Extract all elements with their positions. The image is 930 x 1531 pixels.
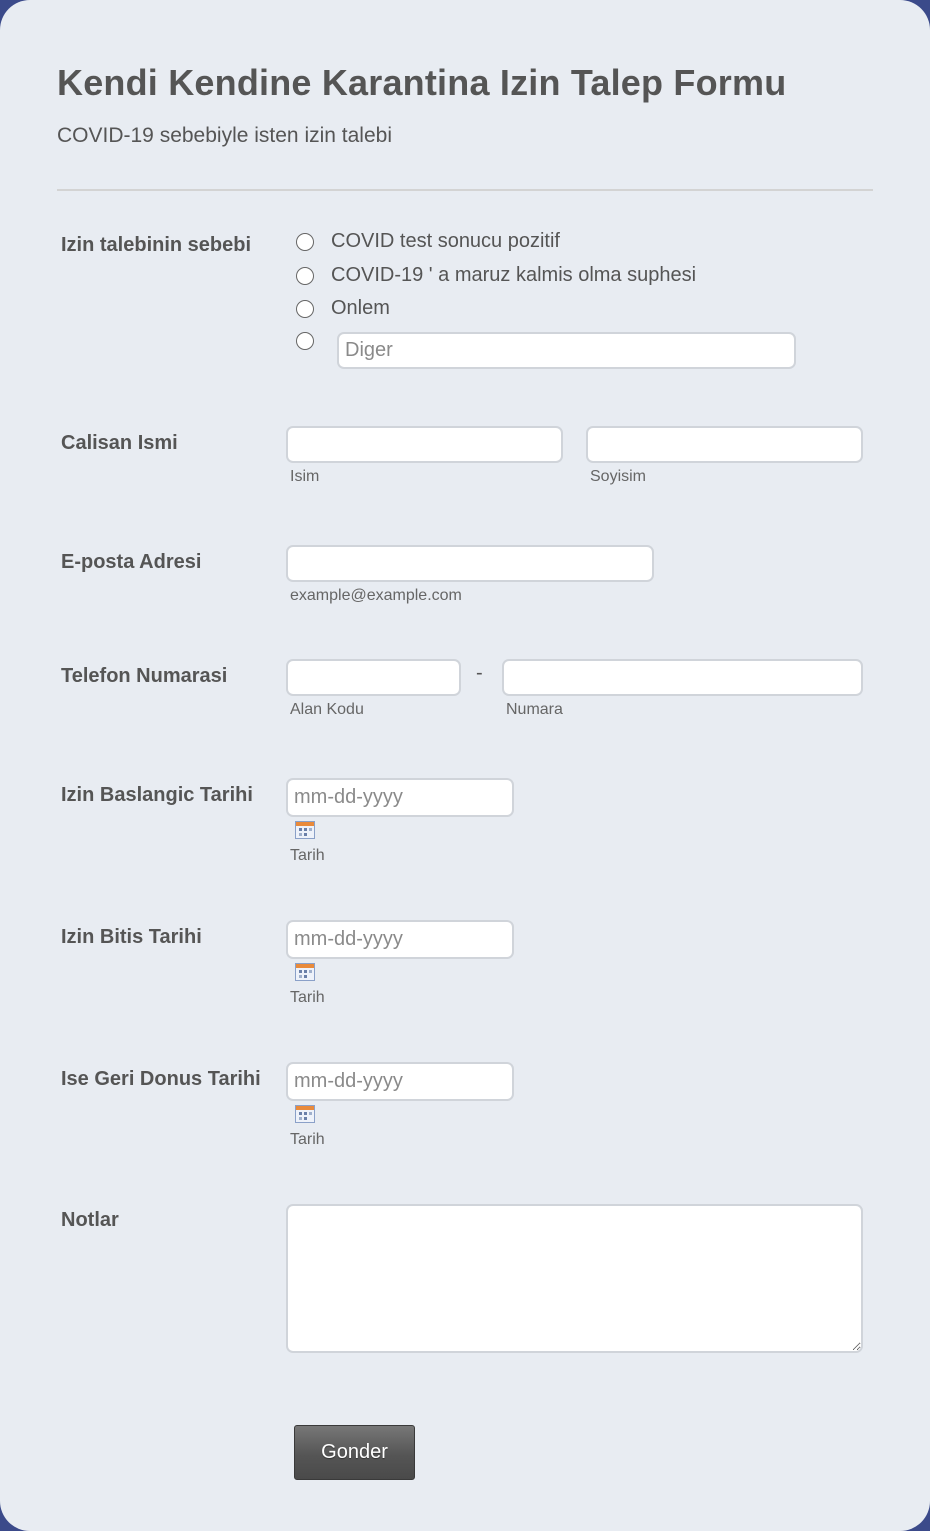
header-divider bbox=[57, 189, 873, 191]
phone-number-input[interactable] bbox=[502, 659, 863, 696]
radio-button[interactable] bbox=[296, 300, 314, 318]
start-date-label: Izin Baslangic Tarihi bbox=[61, 784, 253, 806]
submit-button[interactable]: Gonder bbox=[294, 1425, 415, 1480]
email-input[interactable] bbox=[286, 545, 654, 582]
return-date-label: Ise Geri Donus Tarihi bbox=[61, 1068, 261, 1090]
calendar-icon[interactable] bbox=[295, 963, 315, 981]
notes-textarea[interactable] bbox=[286, 1204, 863, 1353]
return-date-input[interactable] bbox=[286, 1062, 514, 1101]
end-date-label: Izin Bitis Tarihi bbox=[61, 926, 202, 948]
start-date-input[interactable] bbox=[286, 778, 514, 817]
return-date-sublabel: Tarih bbox=[290, 1131, 325, 1148]
employee-name-label: Calisan Ismi bbox=[61, 432, 178, 454]
reason-label: Izin talebinin sebebi bbox=[61, 234, 252, 256]
last-name-input[interactable] bbox=[586, 426, 863, 463]
email-sublabel: example@example.com bbox=[290, 587, 462, 604]
reason-option-label: COVID test sonucu pozitif bbox=[331, 230, 560, 252]
email-label: E-posta Adresi bbox=[61, 551, 202, 573]
radio-button[interactable] bbox=[296, 233, 314, 251]
form-subtitle: COVID-19 sebebiyle isten izin talebi bbox=[57, 124, 392, 147]
last-name-sublabel: Soyisim bbox=[590, 468, 647, 485]
phone-label: Telefon Numarasi bbox=[61, 665, 228, 687]
notes-label: Notlar bbox=[61, 1209, 119, 1231]
end-date-input[interactable] bbox=[286, 920, 514, 959]
first-name-input[interactable] bbox=[286, 426, 563, 463]
radio-button[interactable] bbox=[296, 267, 314, 285]
calendar-icon[interactable] bbox=[295, 821, 315, 839]
reason-other-input[interactable] bbox=[337, 332, 796, 369]
reason-option-exposure[interactable] bbox=[296, 264, 696, 287]
phone-separator: - bbox=[476, 662, 483, 684]
area-code-sublabel: Alan Kodu bbox=[290, 701, 364, 718]
reason-option-other[interactable] bbox=[296, 332, 314, 350]
reason-option-label: COVID-19 ' a maruz kalmis olma suphesi bbox=[331, 264, 697, 286]
reason-option-positive[interactable] bbox=[296, 230, 560, 253]
calendar-icon[interactable] bbox=[295, 1105, 315, 1123]
first-name-sublabel: Isim bbox=[290, 468, 320, 485]
start-date-sublabel: Tarih bbox=[290, 847, 325, 864]
phone-number-sublabel: Numara bbox=[506, 701, 563, 718]
form-title: Kendi Kendine Karantina Izin Talep Formu bbox=[57, 62, 787, 103]
end-date-sublabel: Tarih bbox=[290, 989, 325, 1006]
reason-option-precaution[interactable] bbox=[296, 297, 390, 320]
area-code-input[interactable] bbox=[286, 659, 461, 696]
reason-option-label: Onlem bbox=[331, 297, 390, 319]
radio-button[interactable] bbox=[296, 332, 314, 350]
